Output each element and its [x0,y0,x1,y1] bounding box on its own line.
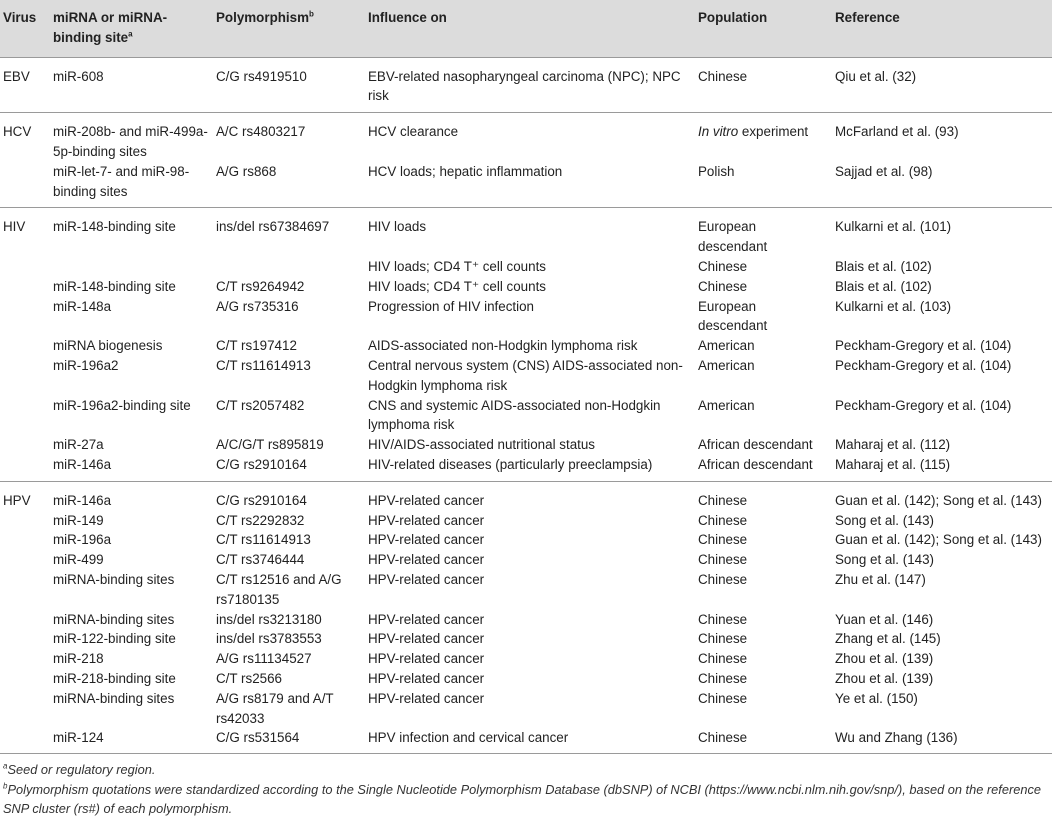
cell-population: Chinese [698,492,748,508]
footnotes [0,754,1052,819]
cell-mirna: miR-148-binding site [53,219,176,235]
cell-mirna: miR-148a [53,298,112,314]
cell-mirna: miR-196a2-binding site [53,397,191,413]
cell-reference: Blais et al. (102) [835,258,932,274]
cell-mirna: miR-let-7- and miR-98-binding sites [49,162,212,208]
cell-polymorphism: C/G rs4919510 [212,57,364,113]
cell-influence: HIV loads [368,219,427,235]
cell-virus [0,356,49,396]
table-row [0,511,1052,531]
cell-virus [0,629,49,649]
cell-reference: McFarland et al. (93) [835,124,959,140]
cell-virus [0,455,49,481]
cell-influence: HPV-related cancer [368,571,485,587]
cell-influence: HPV-related cancer [368,651,485,667]
cell-polymorphism: C/G rs531564 [212,728,364,753]
cell-influence: Central nervous system (CNS) AIDS-associated non-Hodgkin lymphoma risk [368,357,683,393]
cell-mirna [49,257,212,277]
cell-population: Chinese [698,532,748,548]
table-row [0,550,1052,570]
table-row [0,297,1052,337]
cell-reference: Ye et al. (150) [835,690,918,706]
cell-mirna: miRNA-binding sites [53,611,175,627]
cell-virus [0,277,49,297]
cell-virus: HCV [3,124,32,140]
cell-virus [0,669,49,689]
cell-polymorphism: C/T rs197412 [216,338,297,354]
cell-influence: HPV-related cancer [368,492,485,508]
table-row [0,455,1052,481]
cell-polymorphism: C/T rs11614913 [216,532,311,548]
cell-virus: HPV [3,492,31,508]
cell-reference: Kulkarni et al. (101) [835,219,952,235]
table-row [0,435,1052,455]
cell-influence: HPV-related cancer [368,611,485,627]
table-row [0,356,1052,396]
header-virus: Virus [3,10,37,25]
cell-population: European descendant [698,298,768,334]
cell-reference: Zhang et al. (145) [835,631,941,647]
header-reference: Reference [835,10,900,25]
table-row [0,396,1052,436]
cell-reference: Zhou et al. (139) [835,651,934,667]
cell-reference: Peckham-Gregory et al. (104) [835,397,1012,413]
footnote-mark-a: a [128,29,133,39]
table-row [0,530,1052,550]
cell-reference: Guan et al. (142); Song et al. (143) [835,532,1042,548]
cell-virus [0,257,49,277]
cell-reference: Song et al. (143) [835,552,935,568]
header-row [0,0,1052,57]
cell-population: African descendant [694,455,831,481]
cell-reference: Guan et al. (142); Song et al. (143) [835,492,1042,508]
cell-population: Chinese [698,552,748,568]
cell-mirna: miR-27a [53,437,104,453]
cell-population: American [698,397,755,413]
cell-influence: HPV-related cancer [368,532,485,548]
cell-population: Chinese [698,512,748,528]
cell-mirna: miR-146a [49,455,212,481]
table-row [0,257,1052,277]
cell-virus [0,511,49,531]
cell-virus [0,297,49,337]
table-row [0,162,1052,208]
cell-polymorphism: C/T rs2292832 [216,512,305,528]
table-row [0,481,1052,510]
cell-virus [0,396,49,436]
cell-population: Chinese [698,651,748,667]
cell-influence: AIDS-associated non-Hodgkin lymphoma risk [368,338,638,354]
cell-influence: Progression of HIV infection [368,298,534,314]
cell-influence: HCV clearance [368,124,459,140]
cell-reference: Zhu et al. (147) [835,571,926,587]
cell-influence: HIV loads; CD4 T⁺ cell counts [368,278,546,294]
header-influence: Influence on [368,10,447,25]
cell-polymorphism: C/G rs2910164 [216,492,307,508]
footnote-a: $^a$Seed or regulatory region. [3,761,156,778]
cell-polymorphism: C/T rs9264942 [216,278,305,294]
cell-mirna: miRNA biogenesis [53,338,163,354]
cell-reference: Maharaj et al. (115) [831,455,1052,481]
cell-virus [0,336,49,356]
cell-mirna: miR-124 [49,728,212,753]
table-row [0,629,1052,649]
header-mirna: miRNA or miRNA-binding site$^a$ [53,10,168,45]
cell-virus: HIV [3,219,26,235]
cell-mirna: miR-499 [53,552,104,568]
cell-polymorphism: A/C rs4803217 [216,124,306,140]
cell-influence: HCV loads; hepatic inflammation [364,162,694,208]
cell-population: Chinese [694,57,831,113]
cell-population: European descendant [698,219,768,255]
cell-virus [0,570,49,610]
cell-virus [0,728,49,753]
header-polymorphism: Polymorphism$^b$ [216,9,314,25]
cell-polymorphism: C/T rs12516 and A/G rs7180135 [216,571,342,607]
cell-influence: HPV infection and cervical cancer [364,728,694,753]
cell-population: Chinese [698,670,748,686]
cell-population: Chinese [698,258,748,274]
cell-polymorphism: C/T rs2566 [216,670,282,686]
cell-influence: HIV-related diseases (particularly preeclampsia) [364,455,694,481]
cell-virus [0,610,49,630]
cell-virus [0,435,49,455]
table-body [0,57,1052,754]
header-population: Population [698,10,768,25]
table-row [0,57,1052,113]
cell-polymorphism: A/G rs868 [212,162,364,208]
cell-reference: Peckham-Gregory et al. (104) [835,338,1012,354]
cell-influence: HPV-related cancer [368,631,485,647]
cell-population: Chinese [698,611,748,627]
cell-influence: HIV/AIDS-associated nutritional status [368,437,596,453]
cell-virus [0,689,49,729]
cell-polymorphism: C/T rs3746444 [216,552,305,568]
table-row [0,669,1052,689]
cell-polymorphism: A/C/G/T rs895819 [216,437,324,453]
cell-polymorphism: C/T rs2057482 [216,397,305,413]
cell-mirna: miR-608 [49,57,212,113]
cell-mirna: miR-122-binding site [53,631,176,647]
cell-mirna: miRNA-binding sites [53,690,175,706]
table-row [0,277,1052,297]
cell-population: Chinese [694,728,831,753]
table-header [0,0,1052,57]
cell-reference: Song et al. (143) [835,512,935,528]
footnote-b: $^b$Polymorphism quotations were standardized according to the Single Nucleotide Polymorphism Database (dbSNP) of NCBI (https://www.ncbi.nlm.nih.gov/snp/), based on the reference SNP cluster (rs#) of each polymorphism. [3,781,1041,817]
table-row [0,570,1052,610]
cell-reference: Maharaj et al. (112) [835,437,951,453]
cell-population: American [698,338,755,354]
table-row [0,208,1052,257]
cell-polymorphism: ins/del rs3213180 [216,611,322,627]
cell-mirna: miR-148-binding site [53,278,176,294]
cell-reference: Wu and Zhang (136) [831,728,1052,753]
cell-mirna: miR-208b- and miR-499a-5p-binding sites [53,124,208,159]
cell-population: Chinese [698,571,748,587]
cell-reference: Peckham-Gregory et al. (104) [835,357,1012,373]
cell-influence: HPV-related cancer [368,690,485,706]
cell-population: In vitro experiment [698,124,809,140]
cell-polymorphism: C/G rs2910164 [212,455,364,481]
cell-mirna: miR-149 [53,512,104,528]
table-row [0,728,1052,753]
cell-polymorphism: A/G rs8179 and A/T rs42033 [216,690,334,726]
cell-mirna: miR-146a [53,492,112,508]
table-row [0,689,1052,729]
cell-virus [0,162,49,208]
cell-virus [0,550,49,570]
cell-mirna: miR-196a2 [53,357,119,373]
cell-influence: HPV-related cancer [368,552,485,568]
cell-influence: HPV-related cancer [368,512,485,528]
cell-influence: HIV loads; CD4 T⁺ cell counts [368,258,546,274]
cell-influence: EBV-related nasopharyngeal carcinoma (NPC); NPC risk [364,57,694,113]
cell-population: American [698,357,755,373]
cell-virus: EBV [0,57,49,113]
table-row [0,113,1052,162]
cell-population: Chinese [698,278,748,294]
cell-influence: HPV-related cancer [368,670,485,686]
cell-population: Chinese [698,631,748,647]
cell-mirna: miRNA-binding sites [53,571,175,587]
cell-polymorphism [212,257,364,277]
cell-polymorphism: C/T rs11614913 [216,357,311,373]
cell-influence: CNS and systemic AIDS-associated non-Hodgkin lymphoma risk [368,397,661,433]
table-row [0,610,1052,630]
cell-reference: Yuan et al. (146) [835,611,934,627]
cell-reference: Zhou et al. (139) [835,670,934,686]
cell-polymorphism: ins/del rs3783553 [216,631,322,647]
cell-virus [0,649,49,669]
cell-virus [0,530,49,550]
cell-polymorphism: A/G rs11134527 [216,651,312,667]
cell-mirna: miR-218-binding site [53,670,176,686]
table-row [0,649,1052,669]
cell-population: Chinese [698,690,748,706]
cell-mirna: miR-218 [53,651,104,667]
cell-reference: Qiu et al. (32) [831,57,1052,113]
cell-polymorphism: ins/del rs67384697 [216,219,330,235]
cell-reference: Blais et al. (102) [835,278,932,294]
cell-population: African descendant [698,437,813,453]
cell-population: Polish [694,162,831,208]
cell-mirna: miR-196a [53,532,112,548]
footnote-mark-b: b [309,9,314,19]
cell-reference: Kulkarni et al. (103) [835,298,952,314]
cell-polymorphism: A/G rs735316 [216,298,299,314]
cell-reference: Sajjad et al. (98) [831,162,1052,208]
table-row [0,336,1052,356]
